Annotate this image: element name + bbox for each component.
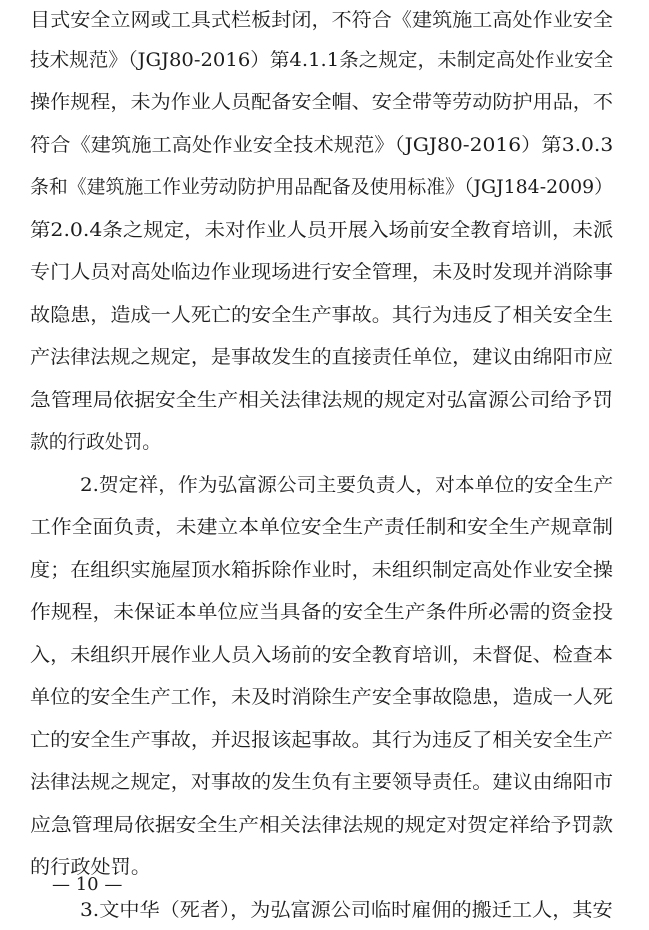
text-line: 急管理局依据安全生产相关法律法规的规定对弘富源公司给予罚 xyxy=(30,389,614,411)
paragraph-start-line: 3.文中华（死者），为弘富源公司临时雇佣的搬迁工人，其安 xyxy=(80,899,613,921)
text-line: 条和《建筑施工作业劳动防护用品配备及使用标准》（JGJ184-2009） xyxy=(30,176,613,198)
text-line: 应急管理局依据安全生产相关法律法规的规定对贺定祥给予罚款 xyxy=(30,814,614,836)
text-line: 工作全面负责，未建立本单位安全生产责任制和安全生产规章制 xyxy=(30,516,614,538)
text-line: 作规程，未保证本单位应当具备的安全生产条件所必需的资金投 xyxy=(30,601,614,623)
text-line: 单位的安全生产工作，未及时消除生产安全事故隐患，造成一人死 xyxy=(30,686,614,708)
text-line: 产法律法规之规定，是事故发生的直接责任单位，建议由绵阳市应 xyxy=(30,346,614,368)
text-line: 亡的安全生产事故，并迟报该起事故。其行为违反了相关安全生产 xyxy=(30,729,614,751)
text-line: 第2.0.4条之规定，未对作业人员开展入场前安全教育培训，未派 xyxy=(30,219,614,241)
text-line: 目式安全立网或工具式栏板封闭，不符合《建筑施工高处作业安全 xyxy=(30,9,614,31)
text-line: 故隐患，造成一人死亡的安全生产事故。其行为违反了相关安全生 xyxy=(30,304,614,326)
text-line: 技术规范》（JGJ80-2016）第4.1.1条之规定，未制定高处作业安全 xyxy=(30,49,614,71)
text-line: 操作规程，未为作业人员配备安全帽、安全带等劳动防护用品，不 xyxy=(30,91,614,113)
text-line: 入，未组织开展作业人员入场前的安全教育培训，未督促、检查本 xyxy=(30,644,614,666)
text-line: 法律法规之规定，对事故的发生负有主要领导责任。建议由绵阳市 xyxy=(30,771,614,793)
text-line: 符合《建筑施工高处作业安全技术规范》（JGJ80-2016）第3.0.3 xyxy=(30,134,614,156)
page-number: — 10 — xyxy=(52,874,123,895)
paragraph-start-line: 2.贺定祥，作为弘富源公司主要负责人，对本单位的安全生产 xyxy=(80,474,614,496)
text-line: 的行政处罚。 xyxy=(30,856,152,878)
text-line: 款的行政处罚。 xyxy=(30,431,162,453)
text-line: 度；在组织实施屋顶水箱拆除作业时，未组织制定高处作业安全操 xyxy=(30,559,614,581)
text-line: 专门人员对高处临边作业现场进行安全管理，未及时发现并消除事 xyxy=(30,261,614,283)
